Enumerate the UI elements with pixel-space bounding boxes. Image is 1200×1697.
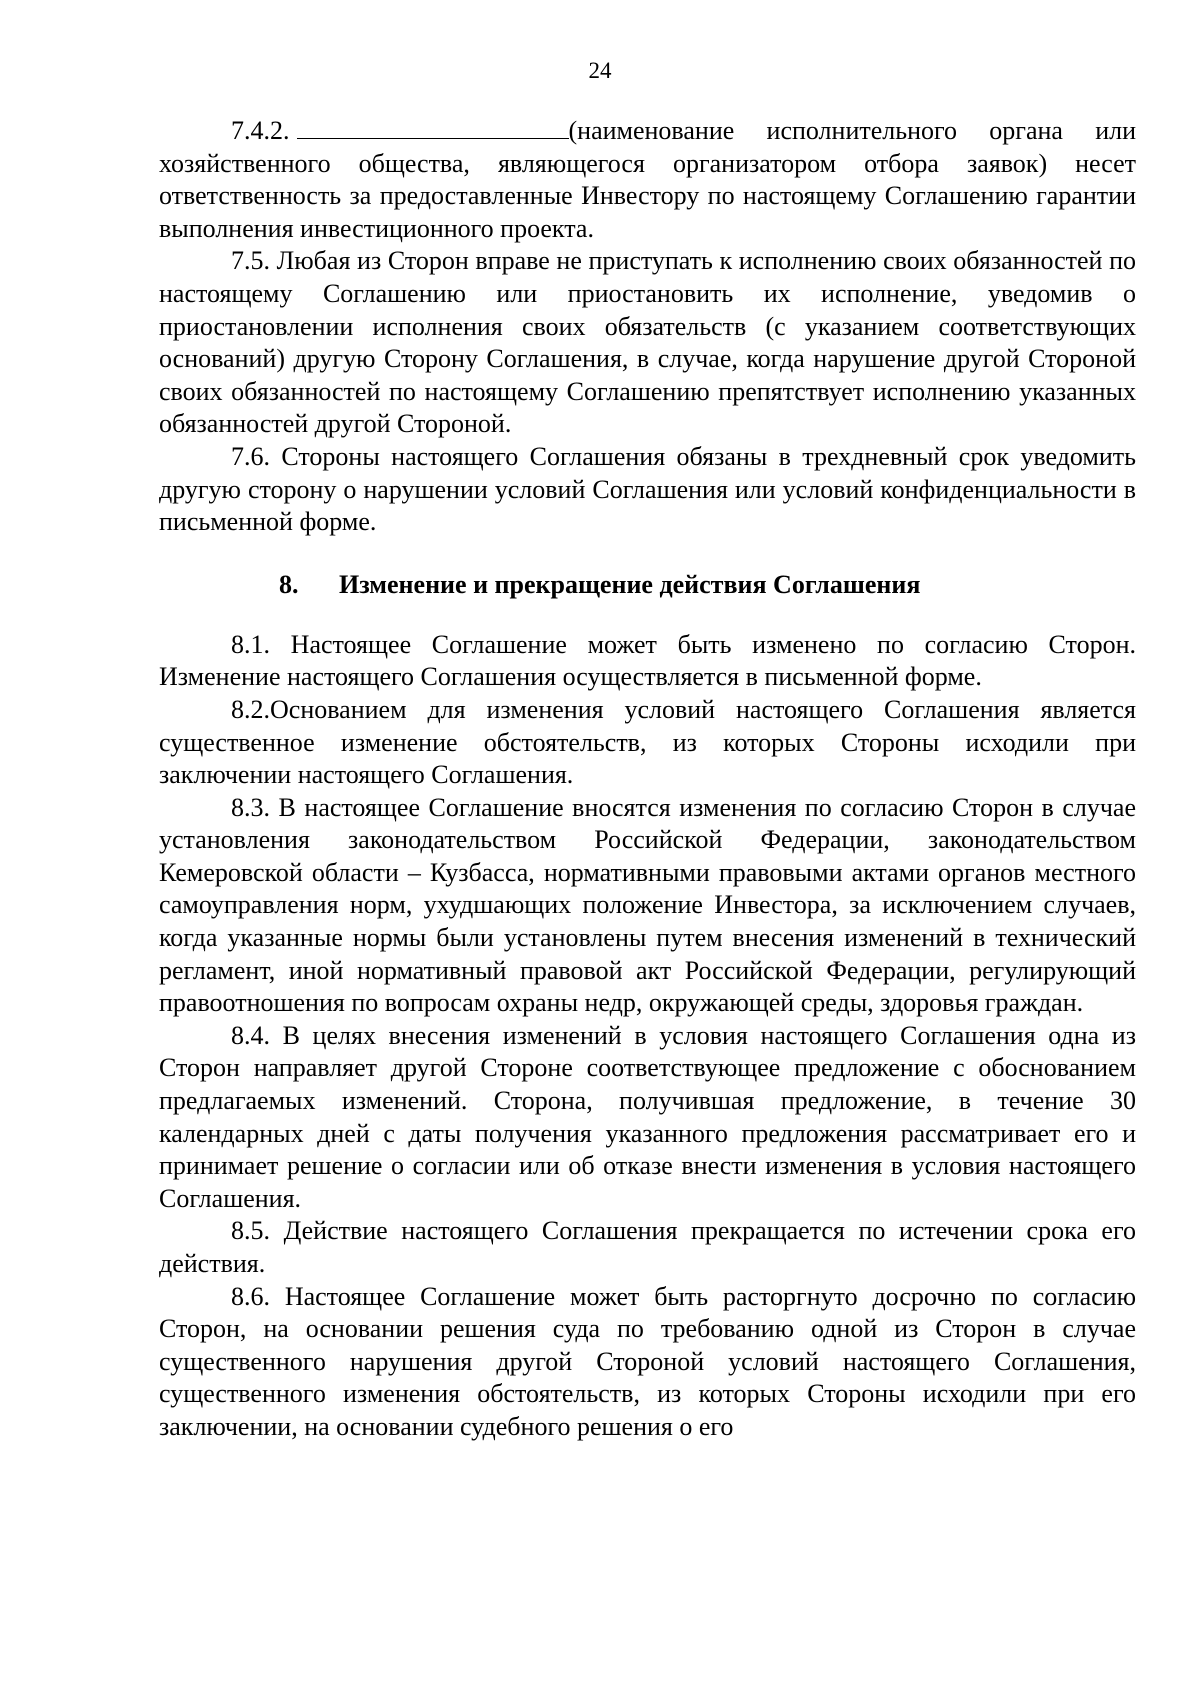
page-number: 24 — [588, 58, 612, 83]
clause-number: 7.5. — [231, 246, 270, 276]
clause-number: 8.6. — [231, 1281, 270, 1311]
clause-number: 8.1. — [231, 629, 270, 659]
clause-text: Стороны настоящего Соглашения обязаны в трехдневный срок уведомить другую сторону о нарушении условий Соглашения или условий конфиденциальности в письменной форме. — [159, 441, 1137, 537]
clause-number: 8.4. — [231, 1020, 270, 1050]
clause-7-6 — [159, 441, 1136, 539]
section-heading — [159, 569, 1136, 601]
clause-8-4 — [159, 1020, 1136, 1216]
clause-text: В целях внесения изменений в условия настоящего Соглашения одна из Сторон направляет другой Стороне соответствующее предложение с обоснованием предлагаемых изменений. Сторона, получившая предложение, в течение 30 календарных дней с даты получения указанного предложения рассматривает его и принимает решение о согласии или об отказе внести изменения в условия настоящего Соглашения. — [159, 1020, 1136, 1213]
clause-7-4-2 — [159, 114, 1136, 245]
clause-text: В настоящее Соглашение вносятся изменения по согласию Сторон в случае установления законодательством Российской Федерации, законодательством Кемеровской области – Кузбасса, нормативными правовыми актами органов местного самоуправления норм, ухудшающих положение Инвестора, за исключением случаев, когда указанные нормы были установлены путем внесения изменений в технический регламент, иной нормативный правовой акт Российской Федерации, регулирующий правоотношения по вопросам охраны недр, окружающей среды, здоровья граждан. — [159, 792, 1136, 1018]
clause-number: 8.3. — [231, 792, 270, 822]
clause-8-5 — [159, 1215, 1136, 1280]
clause-text: Основанием для изменения условий настоящего Соглашения является существенное изменение обстоятельств, из которых Стороны исходили при заключении настоящего Соглашения. — [159, 694, 1136, 790]
clause-text: Настоящее Соглашение может быть изменено по согласию Сторон. Изменение настоящего Соглашения осуществляется в письменной форме. — [159, 629, 1136, 692]
clause-text: Любая из Сторон вправе не приступать к исполнению своих обязанностей по настоящему Соглашению или приостановить их исполнение, уведомив о приостановлении исполнения своих обязательств (с указанием соответствующих оснований) другую Сторону Соглашения, в случае, когда нарушение другой Стороной своих обязанностей по настоящему Соглашению препятствует исполнению указанных обязанностей другой Стороной. — [159, 246, 1136, 439]
blank-fill-line — [297, 114, 569, 139]
clause-number: 7.4.2. — [231, 116, 290, 145]
clause-text: Действие настоящего Соглашения прекращается по истечении срока его действия. — [159, 1216, 1136, 1278]
clause-number: 8.2. — [231, 694, 270, 724]
clause-8-3 — [159, 792, 1136, 1020]
clause-text: (наименование исполнительного органа или хозяйственного общества, являющегося организатором отбора заявок) несет ответственность за предоставленные Инвестору по настоящему Соглашению гарантии выполнения инвестиционного проекта. — [159, 116, 1136, 243]
clause-8-1 — [159, 629, 1136, 694]
clause-7-5 — [159, 245, 1136, 441]
clause-8-6 — [159, 1281, 1136, 1444]
clause-number: 7.6. — [231, 441, 270, 471]
clause-text: Настоящее Соглашение может быть расторгнуто досрочно по согласию Сторон, на основании решения суда по требованию одной из Сторон в случае существенного нарушения другой Стороной условий настоящего Соглашения, существенного изменения обстоятельств, из которых Стороны исходили при его заключении, на основании судебного решения о его — [159, 1281, 1137, 1441]
clause-8-2 — [159, 694, 1136, 792]
section-title: Изменение и прекращение действия Соглашения — [339, 569, 921, 599]
clause-number: 8.5. — [231, 1216, 270, 1246]
document-body — [159, 114, 1136, 1444]
section-number: 8. — [279, 569, 299, 599]
